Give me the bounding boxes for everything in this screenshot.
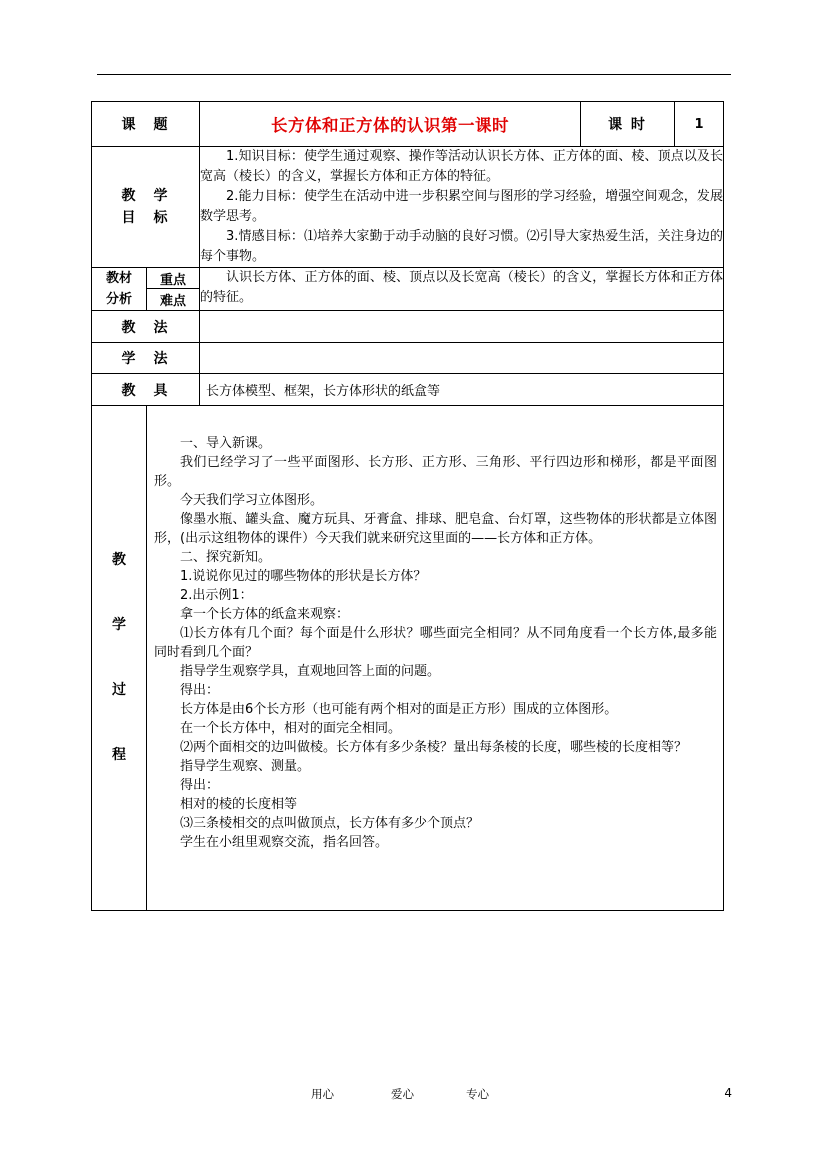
- analysis-label-line2: 分析: [105, 292, 132, 307]
- teaching-method-label: 教 法: [92, 311, 200, 343]
- page-number: 4: [724, 1086, 732, 1100]
- analysis-text: [200, 268, 724, 311]
- row-study-method: [92, 343, 724, 374]
- objective-emotion: 3.情感目标：⑴培养大家勤于动手动脑的良好习惯。⑵引导大家热爱生活，关注身边的每个事物。: [200, 229, 723, 264]
- process-line: 学生在小组里观察交流，指名回答。: [180, 835, 389, 850]
- process-line: 相对的棱的长度相等: [180, 797, 298, 812]
- process-label-char-4: 程: [112, 747, 126, 763]
- process-label-char-3: 过: [112, 682, 126, 698]
- teaching-method-value: [200, 311, 724, 343]
- process-line: 拿一个长方体的纸盒来观察：: [180, 607, 350, 622]
- topic-label: 课 题: [92, 102, 200, 147]
- process-line: 1.说说你见过的哪些物体的形状是长方体？: [180, 569, 427, 584]
- process-label-char-2: 学: [112, 617, 126, 633]
- process-line: 在一个长方体中，相对的面完全相同。: [180, 721, 402, 736]
- tools-value: 长方体模型、框架，长方体形状的纸盒等: [200, 374, 724, 406]
- lesson-plan-table: [91, 101, 724, 911]
- process-line: 今天我们学习立体图形。: [180, 493, 324, 508]
- process-line: 长方体是由6个长方形（也可能有两个相对的面是正方形）围成的立体图形。: [180, 702, 618, 717]
- footer-item-3: 专心: [466, 1087, 489, 1101]
- process-line: 得出：: [180, 683, 220, 698]
- process-line: ⑴长方体有几个面？每个面是什么形状？哪些面完全相同？从不同角度看一个长方体,最多能同时看到几个面？: [154, 626, 717, 660]
- row-topic: [92, 102, 724, 147]
- process-line: 指导学生观察、测量。: [180, 759, 311, 774]
- period-label: 课 时: [581, 102, 675, 147]
- study-method-value: [200, 343, 724, 374]
- process-line: 一、导入新课。: [180, 436, 272, 451]
- row-tools: [92, 374, 724, 406]
- lesson-title: 长方体和正方体的认识第一课时: [200, 102, 581, 147]
- row-objectives: [92, 147, 724, 268]
- process-label-char-1: 教: [112, 552, 126, 568]
- tools-label: 教 具: [92, 374, 200, 406]
- row-teaching-method: [92, 311, 724, 343]
- row-analysis-1: [92, 268, 724, 289]
- objective-knowledge: 1.知识目标：使学生通过观察、操作等活动认识长方体、正方体的面、棱、顶点以及长宽高（棱长）的含义，掌握长方体和正方体的特征。: [200, 149, 723, 184]
- process-line: ⑶三条棱相交的点叫做顶点，长方体有多少个顶点？: [180, 816, 480, 831]
- footer-item-2: 爱心: [391, 1087, 414, 1101]
- objective-ability: 2.能力目标：使学生在活动中进一步积累空间与图形的学习经验，增强空间观念，发展数学思考。: [200, 189, 723, 224]
- difficulty-label: 难点: [147, 289, 200, 311]
- analysis-label-line1: 教材: [105, 271, 132, 286]
- row-process: [92, 406, 724, 911]
- objectives-text: [200, 147, 724, 268]
- analysis-label: [92, 268, 147, 311]
- process-line: 像墨水瓶、罐头盒、魔方玩具、牙膏盒、排球、肥皂盒、台灯罩，这些物体的形状都是立体图形，(出示这组物体的课件）今天我们就来研究这里面的——长方体和正方体。: [154, 512, 717, 546]
- process-text: [147, 406, 724, 911]
- objectives-label: [92, 147, 200, 268]
- process-line: 指导学生观察学具，直观地回答上面的问题。: [180, 664, 441, 679]
- process-line: 2.出示例1：: [180, 588, 253, 603]
- analysis-paragraph: 认识长方体、正方体的面、棱、顶点以及长宽高（棱长）的含义，掌握长方体和正方体的特征。: [200, 270, 723, 305]
- objectives-label-line1: 教 学: [121, 188, 170, 204]
- key-point-label: 重点: [147, 268, 200, 289]
- header-rule: [97, 74, 731, 75]
- objectives-label-line2: 目 标: [121, 210, 170, 226]
- study-method-label: 学 法: [92, 343, 200, 374]
- process-label: [92, 406, 147, 911]
- period-value: 1: [675, 102, 724, 147]
- footer-item-1: 用心: [311, 1087, 334, 1101]
- process-line: 得出：: [180, 778, 220, 793]
- process-line: 我们已经学习了一些平面图形、长方形、正方形、三角形、平行四边形和梯形，都是平面图形。: [154, 455, 717, 489]
- process-line: ⑵两个面相交的边叫做棱。长方体有多少条棱？量出每条棱的长度，哪些棱的长度相等？: [180, 740, 688, 755]
- process-line: 二、探究新知。: [180, 550, 272, 565]
